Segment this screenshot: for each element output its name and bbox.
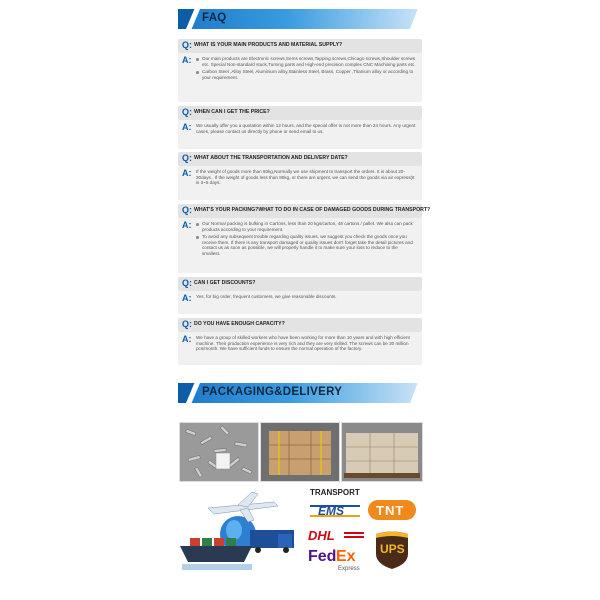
faq-answer: Yes, for big order, frequent customers, we give reasonable discounts. [196,294,337,299]
faq-question: WHAT ABOUT THE TRANSPORTATION AND DELIVERY DATE? [194,155,348,161]
tnt-logo: TNT [368,500,416,520]
q-mark: Q: [182,107,192,117]
faq-answer: Carbon Steel ,Alloy Steel, Aluminium alloy,Stainless Steel, Brass, Copper ,Titanium alloy or according to your requirement. [196,69,416,80]
packaging-banner [178,383,424,403]
faq-question: WHAT'S YOUR PACKING?WHAT TO DO IN CASE OF DAMAGED GOODS DURING TRANSPORT? [194,207,431,213]
q-mark: Q: [182,40,192,50]
faq-question: DO YOU HAVE ENOUGH CAPACITY? [194,321,285,327]
ups-logo: UPS [374,530,410,570]
a-mark: A: [182,168,192,178]
faq-answer: To avoid any subsequent trouble regarding quality issues, we suggest you check the goods once you receive them. If there is any transport damaged or quality issues don't forget take the detail pictures and contact us as soon as possible, we will properly handle it to make sure your loss to reduce to the smallest. [196,234,416,256]
ems-logo: EMS [310,502,360,520]
faq-item-transportation [178,152,422,200]
q-mark: Q: [182,153,192,163]
faq-item-discounts [178,277,422,314]
faq-answer: We usually offer you a quotation within 12 hours, and the special offer is not more than 24 hours. Any urgent cases, please contact us directly by phone or send email to us. [196,123,416,134]
faq-banner [178,9,424,29]
a-mark: A: [182,220,192,230]
pallet-photo [341,422,423,482]
a-mark: A: [182,55,192,65]
cartons-photo [260,422,340,482]
faq-answer: Our main products are Electronic screws,Sems screws,Tapping screws,Chicago screws,Shoulder screws etc. Special Non-standard stuck,Turning parts and High-end precision complex CNC Machining parts etc. [196,56,416,67]
faq-question: WHEN CAN I GET THE PRICE? [194,109,270,115]
q-mark: Q: [182,319,192,329]
faq-item-price [178,106,422,149]
a-mark: A: [182,122,192,132]
faq-answer: We have a group of skilled workers who have been working for more than 10 years and with high efficient machine. Their production experience is very rich and they are very skilled. The screws can be 30 million pcs/month. We have sufficient funds to ensure the normal operation of the factory. [196,335,410,352]
faq-item-capacity [178,318,422,365]
q-mark: Q: [182,205,192,215]
transport-label: TRANSPORT [310,488,360,497]
dhl-logo: DHL [304,528,364,544]
faq-question: CAN I GET DISCOUNTS? [194,280,256,286]
q-mark: Q: [182,278,192,288]
faq-answer: If the weight of goods more than 80kg,Normally we use shipment to transport the orders. It is about 20-30days . If the weight of goods less than 80kg, or there are urgent, we can send the goods via air express(It is 3~5 days. [196,169,415,186]
bulk-screws-photo [179,422,259,482]
a-mark: A: [182,293,192,303]
a-mark: A: [182,334,192,344]
faq-item-products [178,39,422,102]
transport-illustration [178,486,302,584]
faq-heading: FAQ [202,12,227,24]
fedex-logo: Fed Ex Express [308,548,360,572]
faq-answer: Our Normal packing is bulking in Cartons, less than 20 kgs/carton, 48 cartons / pallet. We also can pack products according to your requirement. [196,221,416,232]
faq-item-packing [178,204,431,273]
faq-question: WHAT IS YOUR MAIN PRODUCTS AND MATERIAL SUPPLY? [194,42,343,48]
packaging-heading: PACKAGING&DELIVERY [202,386,343,398]
